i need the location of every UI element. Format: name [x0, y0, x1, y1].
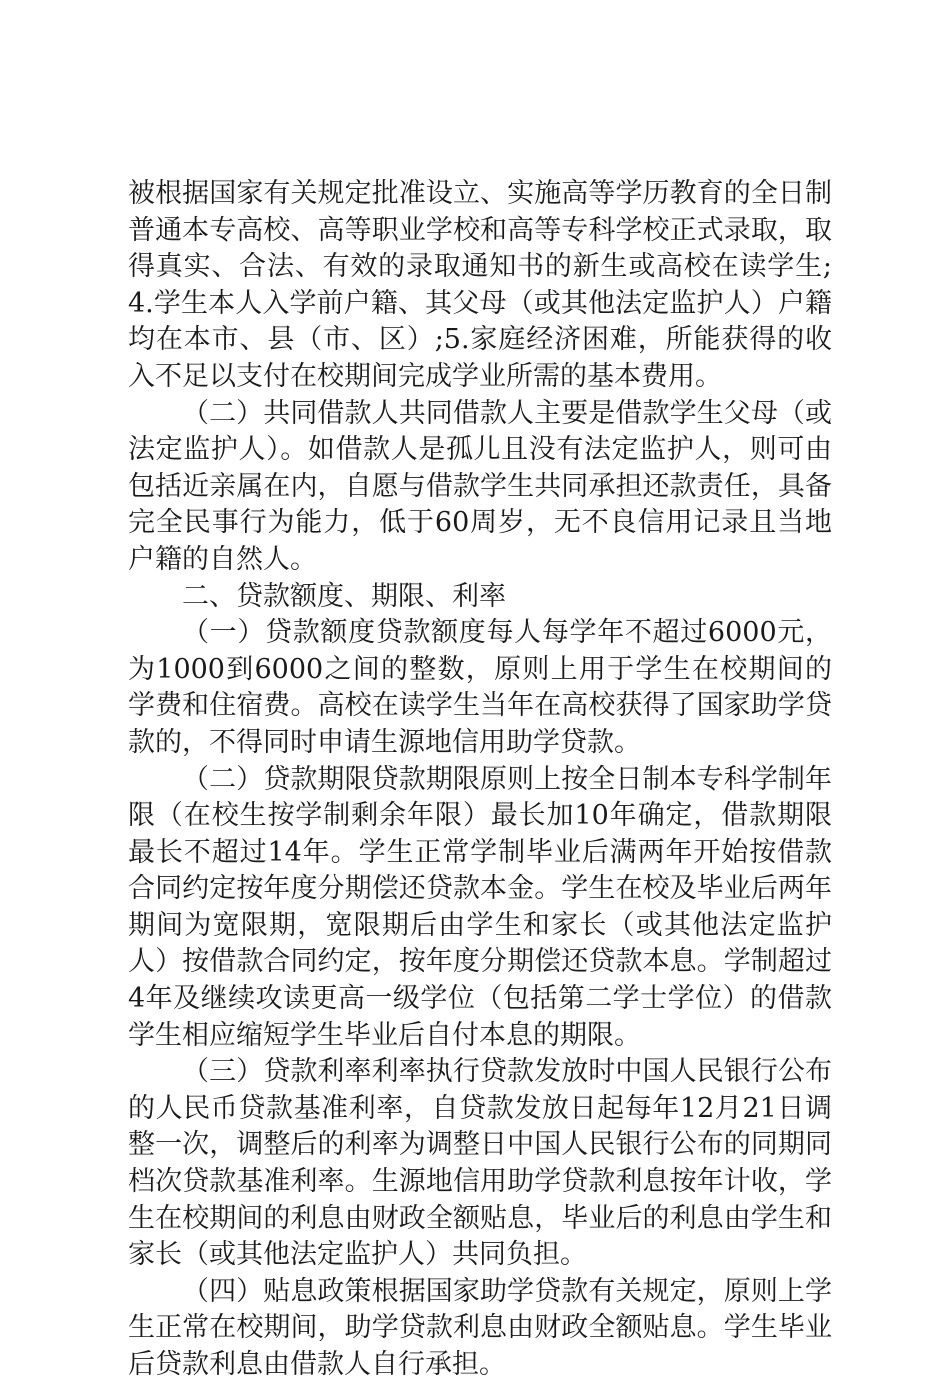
document-body	[128, 176, 832, 1384]
paragraph-loan-amount: （一）贷款额度贷款额度每人每学年不超过6000元，为1000到6000之间的整数，原则上用于学生在校期间的学费和住宿费。高校在读学生当年在高校获得了国家助学贷款的，不得同时申请生源地信用助学贷款。	[128, 617, 832, 758]
paragraph-interest-rate: （三）贷款利率利率执行贷款发放时中国人民银行公布的人民币贷款基准利率，自贷款发放日起每年12月21日调整一次，调整后的利率为调整日中国人民银行公布的同期同档次贷款基准利率。生源地信用助学贷款利息按年计收，学生在校期间的利息由财政全额贴息，毕业后的利息由学生和家长（或其他法定监护人）共同负担。	[128, 1056, 832, 1271]
section-heading-loan-terms: 二、贷款额度、期限、利率	[182, 580, 506, 612]
paragraph-co-borrower: （二）共同借款人共同借款人主要是借款学生父母（或法定监护人）。如借款人是孤儿且没有法定监护人，则可由包括近亲属在内，自愿与借款学生共同承担还款责任，具备完全民事行为能力，低于60周岁，无不良信用记录且当地户籍的自然人。	[128, 397, 832, 575]
paragraph-interest-subsidy: （四）贴息政策根据国家助学贷款有关规定，原则上学生正常在校期间，助学贷款利息由财政全额贴息。学生毕业后贷款利息由借款人自行承担。	[128, 1275, 832, 1380]
paragraph-eligibility-continued: 被根据国家有关规定批准设立、实施高等学历教育的全日制普通本专高校、高等职业学校和高等专科学校正式录取，取得真实、合法、有效的录取通知书的新生或高校在读学生;4.学生本人入学前户籍、其父母（或其他法定监护人）户籍均在本市、县（市、区）;5.家庭经济困难，所能获得的收入不足以支付在校期间完成学业所需的基本费用。	[128, 178, 832, 392]
paragraph-loan-period: （二）贷款期限贷款期限原则上按全日制本专科学制年限（在校生按学制剩余年限）最长加10年确定，借款期限最长不超过14年。学生正常学制毕业后满两年开始按借款合同约定按年度分期偿还贷款本金。学生在校及毕业后两年期间为宽限期，宽限期后由学生和家长（或其他法定监护人）按借款合同约定，按年度分期偿还贷款本息。学制超过4年及继续攻读更高一级学位（包括第二学士学位）的借款学生相应缩短学生毕业后自付本息的期限。	[128, 763, 832, 1051]
